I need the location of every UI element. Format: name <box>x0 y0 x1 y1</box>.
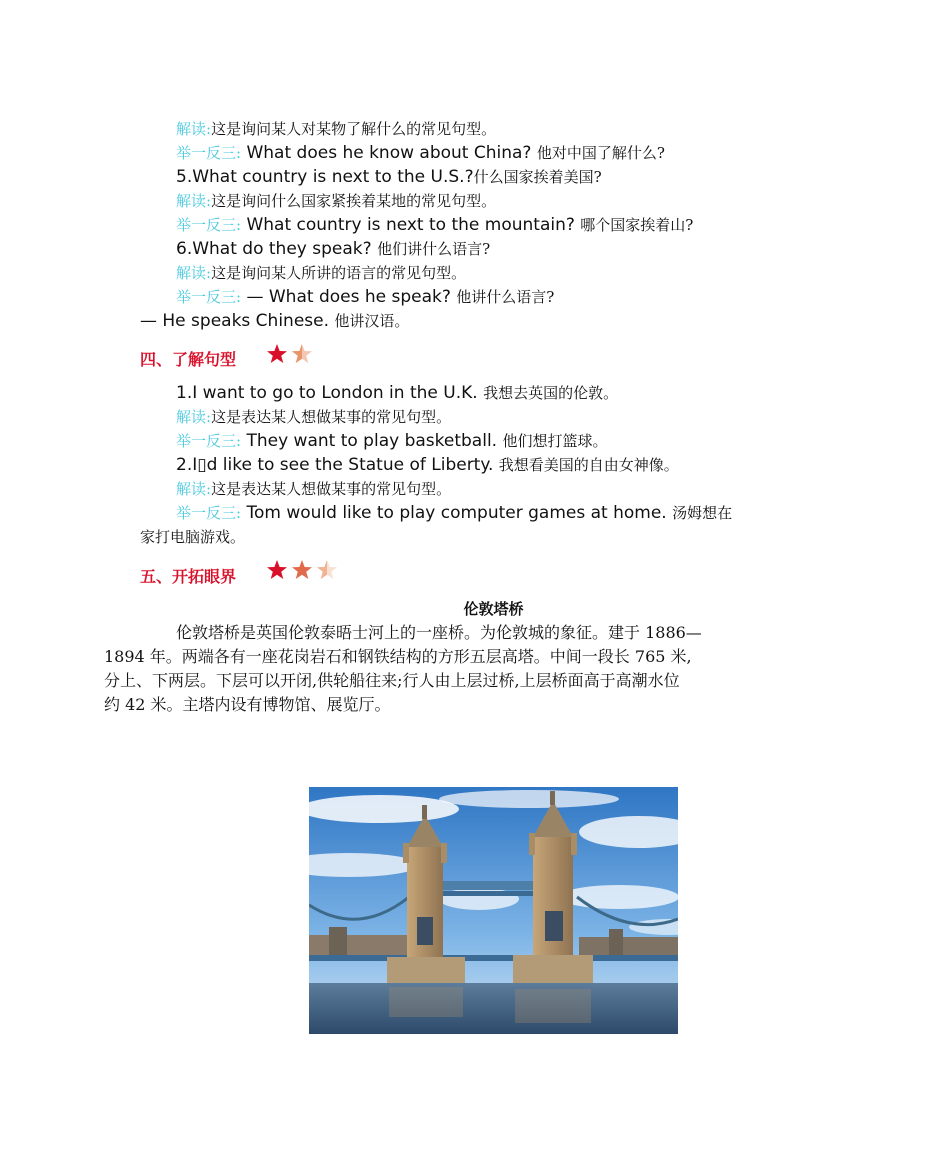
section-heading: 五、开拓眼界 <box>140 567 237 586</box>
article-paragraph: 伦敦塔桥是英国伦敦泰晤士河上的一座桥。为伦敦城的象征。建于 1886— 1894 年。两端各有一座花岗岩石和钢铁结构的方形五层高塔。中间一段长 765 米, 分上、下两层。下层可以开闭,供轮船往来;行人由上层过桥,上层桥面高于高潮水位 约 42 米。主塔内设有博物馆、展览厅。 <box>104 623 702 714</box>
question-line: 6.What do they speak? 他们讲什么语言? <box>176 239 491 259</box>
star-icon <box>267 344 287 363</box>
explanation-line: 解读:这是询问什么国家紧挨着某地的常见句型。 <box>176 192 497 210</box>
example-line: 举一反三: They want to play basketball. 他们想打篮球。 <box>176 431 608 451</box>
example-line: 举一反三: What country is next to the mountain? 哪个国家挨着山? <box>176 215 694 235</box>
sentence-line: 1.I want to go to London in the U.K. 我想去英国的伦敦。 <box>176 383 619 403</box>
example-continuation: 家打电脑游戏。 <box>140 528 246 546</box>
star-icon <box>292 560 312 579</box>
star-rating <box>266 343 320 367</box>
tower-bridge-photo <box>309 787 678 1034</box>
sentence-line: 2.I▯d like to see the Statue of Liberty. 我想看美国的自由女神像。 <box>176 455 679 475</box>
star-rating <box>266 559 346 583</box>
example-line: 举一反三: Tom would like to play computer games at home. 汤姆想在 <box>176 503 733 523</box>
question-line: 5.What country is next to the U.S.?什么国家挨着美国? <box>176 167 602 187</box>
half-star-fill <box>292 344 302 363</box>
example-line: 举一反三: What does he know about China? 他对中国了解什么? <box>176 143 665 163</box>
section-heading: 四、了解句型 <box>140 350 237 369</box>
article-title: 伦敦塔桥 <box>463 600 524 618</box>
explanation-line: 解读:这是表达某人想做某事的常见句型。 <box>176 480 452 498</box>
explanation-line: 解读:这是询问某人对某物了解什么的常见句型。 <box>176 120 497 138</box>
answer-line: — He speaks Chinese. 他讲汉语。 <box>140 311 410 331</box>
star-icon <box>267 560 287 579</box>
explanation-line: 解读:这是表达某人想做某事的常见句型。 <box>176 408 452 426</box>
half-star-fill <box>317 560 327 579</box>
explanation-line: 解读:这是询问某人所讲的语言的常见句型。 <box>176 264 467 282</box>
example-line: 举一反三: — What does he speak? 他讲什么语言? <box>176 287 555 307</box>
